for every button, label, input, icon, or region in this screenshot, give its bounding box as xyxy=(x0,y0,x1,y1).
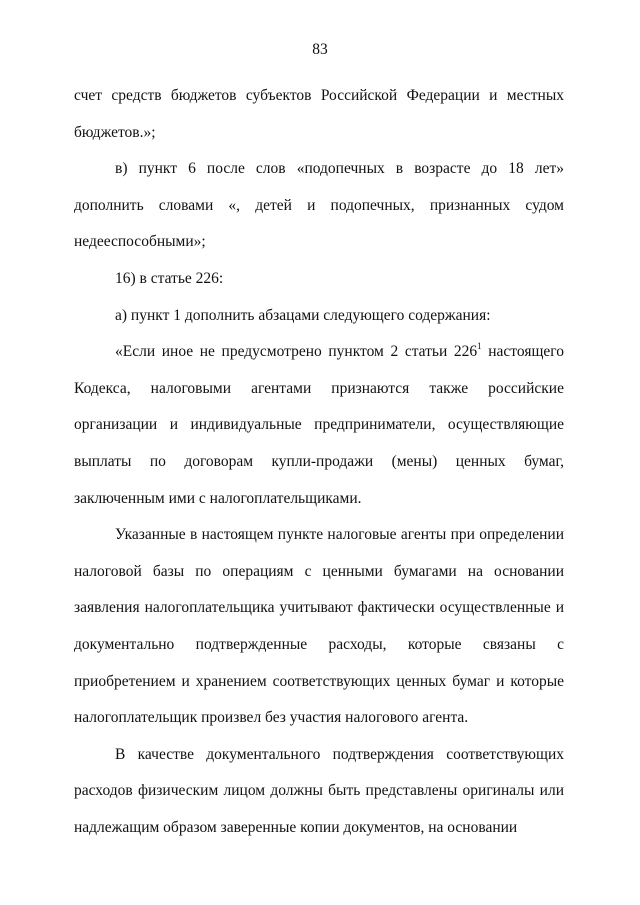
paragraph-continuation: счет средств бюджетов субъектов Российской Федерации и местных бюджетов.»; xyxy=(74,87,564,141)
article-superscript: 1 xyxy=(477,341,482,352)
paragraph-item-16: 16) в статье 226: xyxy=(115,269,224,287)
paragraph-quote-start xyxy=(74,334,564,517)
page-number: 83 xyxy=(312,41,328,58)
quote-text-before: «Если иное не предусмотрено пунктом 2 статьи 226 xyxy=(115,343,478,361)
paragraph-documentary-proof: В качестве документального подтверждения соответствующих расходов физическим лицом должны быть представлены оригиналы или надлежащим образом заверенные копии документов, на основании xyxy=(74,745,564,836)
paragraph-tax-agents: Указанные в настоящем пункте налоговые агенты при определении налоговой базы по операциям с ценными бумагами на основании заявления налогоплательщика учитывают фактически осуществленные и документально подтвержденные расходы, которые связаны с приобретением и хранением соответствующих ценных бумаг и которые налогоплательщик произвел без участия налогового агента. xyxy=(74,526,564,727)
paragraph-item-a: а) пункт 1 дополнить абзацами следующего содержания: xyxy=(115,306,491,324)
quote-text-after: настоящего Кодекса, налоговыми агентами признаются также российские организации и индивидуальные предприниматели, осуществляющие выплаты по договорам купли-продажи (мены) ценных бумаг, заключенным ими с налогоплательщиками. xyxy=(74,343,564,507)
paragraph-item-v: в) пункт 6 после слов «подопечных в возрасте до 18 лет» дополнить словами «, детей и подопечных, признанных судом недееспособными»; xyxy=(74,160,564,251)
document-body xyxy=(74,78,564,846)
